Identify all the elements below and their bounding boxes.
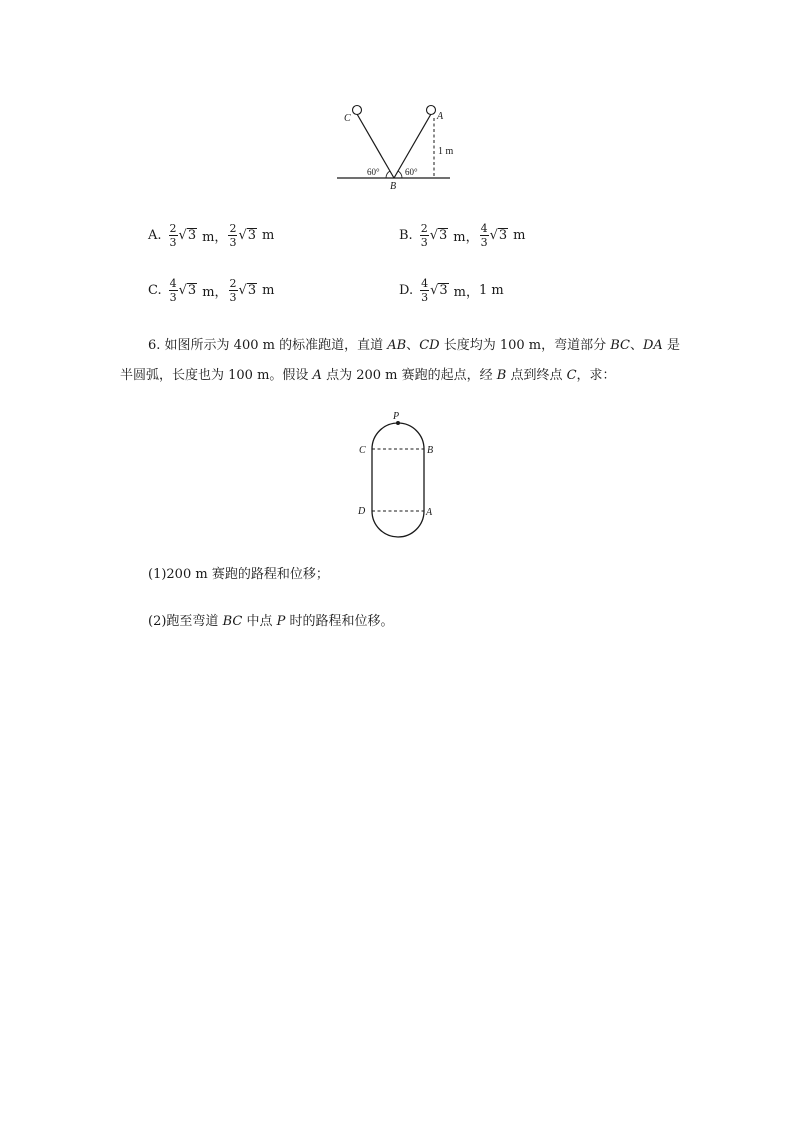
unit-text: m， <box>202 229 228 245</box>
subquestion-1: (1)200 m 赛跑的路程和位移； <box>148 567 329 582</box>
unit-text: m <box>262 282 275 298</box>
label-b: B <box>390 181 397 192</box>
fraction: $\frac{2}{3}$ <box>229 276 237 304</box>
unit-text: 1 m <box>479 282 504 298</box>
unit-text: m， <box>202 284 228 300</box>
fraction: $\frac{4}{3}$ <box>169 276 177 304</box>
figure-running-track <box>350 405 440 545</box>
option-d[interactable] <box>399 273 504 307</box>
unit-text: m， <box>453 284 479 300</box>
option-letter: A. <box>148 227 162 243</box>
fraction: $\frac{2}{3}$ <box>420 221 428 249</box>
track-outline <box>372 423 424 537</box>
fraction: $\frac{2}{3}$ <box>229 221 237 249</box>
label-b: B <box>427 445 434 456</box>
option-c[interactable] <box>148 273 274 307</box>
question-6-line-1: 6. 如图所示为 400 m 的标准跑道，直道 AB、CD 长度均为 100 m，弯道部分 BC、DA 是 <box>148 338 680 353</box>
ball-c <box>353 106 362 115</box>
label-height: 1 m <box>438 146 454 157</box>
angle-arc-right <box>398 171 402 178</box>
label-c: C <box>359 445 366 456</box>
sqrt-expression: √ 3 <box>489 227 508 243</box>
option-letter: D. <box>399 282 414 298</box>
unit-text: m <box>513 227 526 243</box>
fraction: $\frac{2}{3}$ <box>169 221 177 249</box>
label-a: A <box>437 111 444 122</box>
label-a: A <box>426 507 433 518</box>
label-c: C <box>344 113 351 124</box>
ball-a <box>427 106 436 115</box>
sqrt-expression: √ 3 <box>178 227 197 243</box>
label-angle-left: 60° <box>367 167 380 177</box>
option-letter: C. <box>148 282 162 298</box>
subquestion-2: (2)跑至弯道 BC 中点 P 时的路程和位移。 <box>148 614 394 629</box>
option-letter: B. <box>399 227 413 243</box>
option-b[interactable] <box>399 218 526 252</box>
angle-arc-left <box>386 171 390 178</box>
sqrt-expression: √ 3 <box>238 227 257 243</box>
label-p: P <box>393 411 400 422</box>
unit-text: m， <box>453 229 479 245</box>
question-6-line-2: 半圆弧，长度也为 100 m。假设 A 点为 200 m 赛跑的起点，经 B 点到终点 C，求： <box>120 368 616 383</box>
label-angle-right: 60° <box>405 167 418 177</box>
sqrt-expression: √ 3 <box>430 282 448 298</box>
option-a[interactable] <box>148 218 274 252</box>
label-d: D <box>358 506 366 517</box>
fraction: $\frac{4}{3}$ <box>421 276 429 304</box>
figure-angle-diagram <box>330 100 460 195</box>
sqrt-expression: √ 3 <box>238 282 257 298</box>
fraction: $\frac{4}{3}$ <box>480 221 488 249</box>
sqrt-expression: √ 3 <box>178 282 197 298</box>
sqrt-expression: √ 3 <box>429 227 448 243</box>
unit-text: m <box>262 227 275 243</box>
